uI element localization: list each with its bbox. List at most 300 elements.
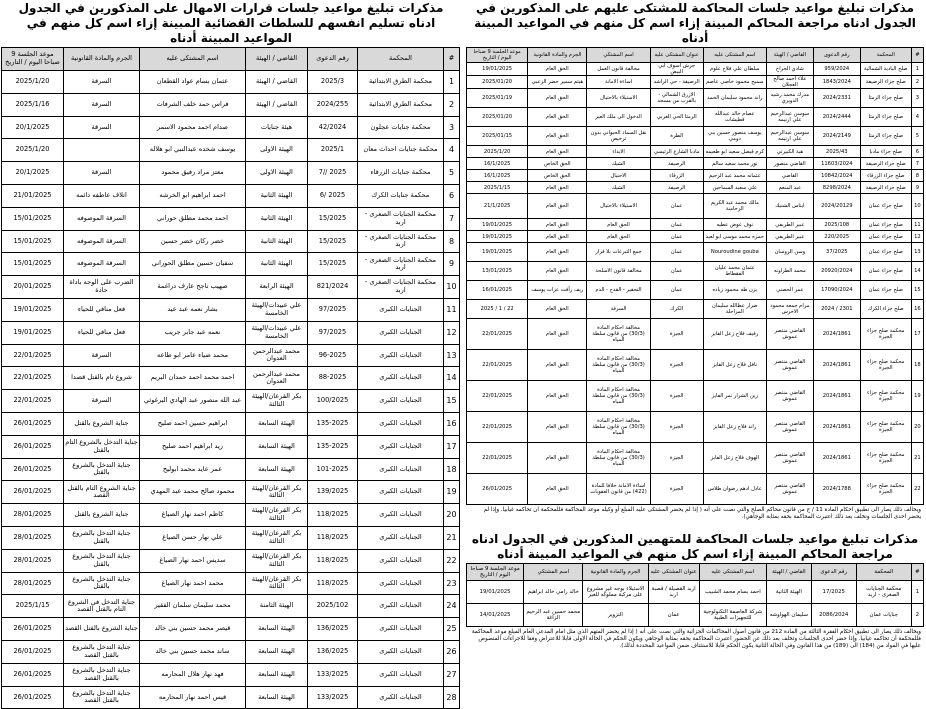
table-cell: 17/2025	[811, 581, 856, 604]
table-cell: بكر القرعان/الهيئة الثالثة	[246, 390, 308, 413]
table-row	[467, 604, 924, 627]
table-cell: 20	[911, 412, 923, 443]
table-row	[2, 458, 460, 481]
table-cell: 14	[444, 367, 460, 390]
table-cell: محكمة الطرق الابتدائية	[358, 93, 444, 116]
table-cell: السرقة	[64, 162, 140, 185]
table-cell: 26/01/2025	[2, 435, 64, 458]
table-cell: محكمة جنايات الزرقاء	[358, 162, 444, 185]
table-cell: 100/2025	[308, 390, 358, 413]
table-cell: جناية التدخل بالشروع بالقتل	[64, 549, 140, 572]
table-cell: الزرقاء	[650, 170, 703, 182]
table-cell: 2024/2331	[813, 89, 860, 108]
table-cell: الجنايات الكبرى	[358, 595, 444, 618]
table-cell: القاضي منتصر عموش	[766, 350, 813, 381]
table-cell: صلح جزاء الرصيفة	[860, 76, 911, 89]
table-cell: 2025/01/19	[467, 89, 528, 108]
table-cell: 12	[444, 321, 460, 344]
left-table-body	[2, 71, 460, 709]
table-row	[2, 663, 460, 686]
table-cell: صلح جزاء عمان	[860, 231, 911, 243]
table-cell: علي سعيد السماحين	[703, 182, 766, 194]
table-cell: الجنايات الكبرى	[358, 572, 444, 595]
table-cell: 14/01/2025	[467, 604, 524, 627]
table-cell: الجنايات الكبرى	[358, 390, 444, 413]
table-cell: 17090/2024	[813, 281, 860, 300]
table-cell: 10842/2024	[813, 170, 860, 182]
table-cell: 20920/2024	[813, 262, 860, 281]
table-row	[467, 146, 924, 158]
table-cell: الهيئة السابعة	[246, 663, 308, 686]
table-cell: 19/01/2025	[467, 231, 528, 243]
table-cell: 2	[911, 604, 923, 627]
table-row	[2, 618, 460, 641]
table-cell: 2086/2024	[811, 604, 856, 627]
table-cell	[64, 139, 140, 162]
table-cell: عثمان محمد عليان الفقطاط	[703, 262, 766, 281]
table-cell: 22	[444, 549, 460, 572]
table-cell: الجنايات الكبرى	[358, 412, 444, 435]
table-cell: 2	[444, 93, 460, 116]
table-cell: الطرة	[650, 127, 703, 146]
table-cell: 88-2025	[308, 367, 358, 390]
table-row	[2, 640, 460, 663]
table-row	[2, 526, 460, 549]
table-cell: الهوف فلاح زعل الفايز	[703, 443, 766, 474]
table-cell: مرام جمعه محمود الاخرس	[766, 300, 813, 319]
table-cell: 20/1/2025	[2, 116, 64, 139]
column-header: المحكمة	[358, 48, 444, 71]
table-cell: كرم فيصل سعيد ابو طعيمه	[703, 146, 766, 158]
table-cell: 97/2025	[308, 321, 358, 344]
table-cell: 220/2025	[813, 231, 860, 243]
table-cell: الجنايات الكبرى	[358, 435, 444, 458]
column-header: عنوان المشتكى عليه	[650, 48, 703, 63]
table-cell: صلح جزاء الرمثا	[860, 108, 911, 127]
table-cell: 22/01/2025	[467, 381, 528, 412]
table-cell: صلح جزاء عمان	[860, 194, 911, 219]
table-cell: القاضي منتصر عموش	[766, 474, 813, 505]
table-cell: السرقة	[64, 116, 140, 139]
table-cell: 10	[444, 276, 460, 299]
table-cell: 19/01/2025	[467, 581, 524, 604]
table-row	[2, 686, 460, 709]
table-cell: 8	[444, 230, 460, 253]
table-row	[467, 76, 924, 89]
table-cell: محكمة الجنايات الصغرى - اربد	[358, 230, 444, 253]
table-cell: 4	[444, 139, 460, 162]
table-cell: 2025/43	[813, 146, 860, 158]
table-cell: محمد عبدالرحمن العدوان	[246, 367, 308, 390]
column-header: الجرم والمادة القانونية	[64, 48, 140, 71]
table-cell: الحق العام	[528, 89, 587, 108]
table-cell: صدام احمد محمود الاسمر	[140, 116, 246, 139]
table-cell: الحق العام	[528, 108, 587, 127]
table-cell: القاضي	[766, 170, 813, 182]
table-cell: جناية الشروع التام بالقتل القصد	[64, 481, 140, 504]
table-cell: 19	[911, 381, 923, 412]
table-cell: يزن طه محمود زياده	[703, 281, 766, 300]
column-header: #	[911, 48, 923, 63]
table-cell: محمد سليمان سلمان الفقير	[140, 595, 246, 618]
table-row	[2, 504, 460, 527]
table-cell: 24	[444, 595, 460, 618]
table-row	[467, 219, 924, 231]
column-header: الجرم والمادة القانونية	[583, 564, 648, 581]
right2-table-header	[467, 564, 924, 581]
table-cell: صلح جزاء الرصيفة	[860, 158, 911, 170]
right-table-body	[467, 63, 924, 505]
table-cell: عبير الطريفي	[766, 219, 813, 231]
table-row	[467, 108, 924, 127]
table-cell: فهد نهار هلال المحارمه	[140, 663, 246, 686]
right-note: ويخالف ذلك يصار الى تطبيق احكام المادة 11 / ج من قانون محاكم الصلح والتي نصت على أنه ( إذا لم يحضر المشتكى عليه المبلغ أو وكيله موعد المحاكمة فللمحكمة ان تحاكمه غيابيا. وإذا لم يحضر احدى الجلسات وتخلف بعد ذلك اعتبرت المحاكمة بحقه بمثابة الوجاهي).	[483, 507, 921, 520]
table-cell: 15/01/2025	[2, 230, 64, 253]
table-cell: التزوير	[583, 604, 648, 627]
table-cell: 22 / 1 / 2025	[467, 300, 528, 319]
table-cell: 22/01/2025	[2, 367, 64, 390]
right-title: مذكرات تبليغ مواعيد جلسات المحاكمة للمشتكى عليهم على المذكورين في الجدول ادناه مراجعة المحاكم المبينة إزاء اسم كل منهم في المواعيد المبينة أدناه	[474, 1, 916, 45]
column-header: #	[444, 48, 460, 71]
table-cell: محكمة صلح جزاء الجيزة	[860, 319, 911, 350]
table-cell: 37/2025	[813, 243, 860, 262]
table-cell: 15/2025	[308, 253, 358, 276]
table-cell: جناية التدخل بالشروع بالقتل	[64, 526, 140, 549]
table-cell: 2025/1/20	[2, 139, 64, 162]
table-cell: الحق العام	[528, 194, 587, 219]
table-cell: صلح جزاء الكرك	[860, 300, 911, 319]
table-cell: 7	[911, 158, 923, 170]
table-row	[467, 381, 924, 412]
table-cell: بكر القرعان/الهيئة الثالثة	[246, 504, 308, 527]
table-cell: جناية التدخل بالشروع بالقتل القصد	[64, 640, 140, 663]
table-cell: الهيئة الثانية	[246, 184, 308, 207]
table-cell: فعل منافي للحياء	[64, 298, 140, 321]
table-row	[467, 443, 924, 474]
table-cell: 22/01/2025	[467, 443, 528, 474]
table-cell: الجنايات الكبرى	[358, 549, 444, 572]
table-cell: مخالفة احكام المادة (30/3) من قانون سلطة المياه	[587, 412, 650, 443]
table-cell: الجيزة	[650, 443, 703, 474]
table-cell: الحق العام	[528, 443, 587, 474]
table-cell: 20	[444, 504, 460, 527]
table-cell: الجنايات الكبرى	[358, 663, 444, 686]
table-cell: القاضي منصور	[766, 158, 813, 170]
table-cell: 21	[911, 443, 923, 474]
table-cell: محكمة صلح جزاء الجيزة	[860, 443, 911, 474]
table-cell: 11	[911, 219, 923, 231]
table-cell: جمع التبرعات بلا قرار	[587, 243, 650, 262]
table-cell: 22/01/2025	[467, 412, 528, 443]
table-cell: وسن الروسان	[766, 243, 813, 262]
table-cell: زين الشرار نمر الفايز	[703, 381, 766, 412]
table-cell: 19/01/2025	[467, 63, 528, 76]
table-cell: الهيئة الثانية	[246, 207, 308, 230]
table-cell: الهيئة الثامنة	[246, 595, 308, 618]
table-row	[2, 184, 460, 207]
table-cell: كاظم احمد نهار الصياغ	[140, 504, 246, 527]
table-cell: مخالفة احكام المادة (30/3) من قانون سلطة المياه	[587, 443, 650, 474]
table-cell: ايناس الشنيك	[766, 194, 813, 219]
table-cell: 2025/1	[308, 139, 358, 162]
table-cell: 101-2025	[308, 458, 358, 481]
right2-table	[466, 563, 924, 627]
table-cell: 28	[444, 686, 460, 709]
table-cell: 4	[911, 108, 923, 127]
table-cell: معتز مراد رفيق محمود	[140, 162, 246, 185]
table-cell: زيد ابراهيم احمد صليح	[140, 435, 246, 458]
table-cell: 19/01/2025	[467, 219, 528, 231]
table-cell: محمود صالح محمد عبد المهدي	[140, 481, 246, 504]
table-cell: 22	[911, 474, 923, 505]
table-cell: صلح البادية الشمالية	[860, 63, 911, 76]
table-cell: 135-2025	[308, 412, 358, 435]
table-cell: 21	[444, 526, 460, 549]
table-cell: 135-2025	[308, 435, 358, 458]
table-cell: 97/2025	[308, 298, 358, 321]
table-cell: محمد ضياء عامر ابو طاعه	[140, 344, 246, 367]
table-cell: 21/1/2025	[467, 194, 528, 219]
table-cell: جناية التدخل بالشروع بالقتل	[64, 572, 140, 595]
table-row	[467, 474, 924, 505]
table-cell: الجنايات الكبرى	[358, 618, 444, 641]
table-cell: 11603/2024	[813, 158, 860, 170]
table-cell: الايذاء	[587, 146, 650, 158]
table-cell: جناية الشروع بالقتل	[64, 412, 140, 435]
table-cell: 16/1/2025	[467, 158, 528, 170]
table-cell: الحق العام	[528, 219, 587, 231]
table-cell: الحق العام	[528, 300, 587, 319]
table-cell: 19/01/2025	[2, 298, 64, 321]
table-cell: عمان	[650, 281, 703, 300]
table-cell: رفيف فلاح زعل الفايز	[703, 319, 766, 350]
table-row	[2, 230, 460, 253]
table-row	[467, 319, 924, 350]
table-cell: حمزه محمد موسى ابو لعيد	[703, 231, 766, 243]
table-cell: الحق العام	[528, 262, 587, 281]
table-cell: 18	[444, 458, 460, 481]
table-cell: الجنايات الكبرى	[358, 298, 444, 321]
table-cell: اساءة الامانة خلافا للمادة (422) من قانون العقوبات	[587, 474, 650, 505]
table-cell: عبد المنعم	[766, 182, 813, 194]
column-header: اسم المشتكى عليه	[140, 48, 246, 71]
table-cell: السرقة الموصوفه	[64, 207, 140, 230]
table-cell: صلح جزاء عمان	[860, 262, 911, 281]
table-cell: فعل منافي للحياء	[64, 321, 140, 344]
table-cell: 22/01/2025	[2, 344, 64, 367]
column-header: موعد الجلسة 9 صباحا اليوم / التاريخ	[2, 48, 64, 71]
table-cell: الحق العام	[528, 231, 587, 243]
table-cell: فراس حمد خلف الشرفات	[140, 93, 246, 116]
table-cell: علي عبيدات/الهيئة الخامسة	[246, 298, 308, 321]
column-header: القاضي / الهيئة	[766, 564, 811, 581]
table-cell: الهيئة السابعة	[246, 618, 308, 641]
table-cell: 2024/2149	[813, 127, 860, 146]
table-cell: 959/2024	[813, 63, 860, 76]
table-cell: مخالفة احكام المادة (30/3) من قانون سلطة المياه	[587, 350, 650, 381]
table-cell: الضرب على الوجه باداة حادة	[64, 276, 140, 299]
table-row	[2, 71, 460, 94]
table-cell: 2025 //7	[308, 162, 358, 185]
table-cell: 26/01/2025	[2, 686, 64, 709]
table-row	[2, 253, 460, 276]
table-cell: القاضي منتصر عموش	[766, 443, 813, 474]
table-cell: القاضي منتصر عموش	[766, 381, 813, 412]
table-cell: راند فلاح زعل الفايز	[703, 412, 766, 443]
table-cell: 1843/2024	[813, 76, 860, 89]
table-cell: 2024/1861	[813, 412, 860, 443]
column-header: المحكمة	[856, 564, 911, 581]
column-header: اسم المشتكي	[524, 564, 583, 581]
table-cell: بكر القرعان/الهيئة الثالثة	[246, 526, 308, 549]
table-cell: صلح جزاء عمان	[860, 243, 911, 262]
table-cell: عمان	[650, 262, 703, 281]
table-row	[467, 581, 924, 604]
table-cell: 2025/3	[308, 71, 358, 94]
table-cell: 28/01/2025	[2, 572, 64, 595]
table-cell: مخالفة قانون العمل	[587, 63, 650, 76]
table-row	[2, 207, 460, 230]
table-cell: جناية الشروع بالقتل القصد	[64, 618, 140, 641]
table-cell: 8	[911, 170, 923, 182]
table-cell: قيصر محمد حسين بني خالد	[140, 618, 246, 641]
table-cell: عادل ادهم رضوان طلاس	[703, 474, 766, 505]
left-title: مذكرات تبليغ مواعيد جلسات قرارات الامهال على المذكورين في الجدول ادناه تسليم انفسهم للسلطات القضائية المبينة إزاء اسم كل منهم في المواعيد المبينة أدناه	[18, 1, 444, 45]
table-cell: الحق العام	[587, 219, 650, 231]
table-cell: 2024/1788	[813, 474, 860, 505]
table-cell: 22/01/2025	[467, 350, 528, 381]
right-table	[466, 47, 924, 505]
table-cell: الاستيلاء بوجه غير مشروع على مركبة مملوكه للغير	[583, 581, 648, 604]
table-cell: 1	[911, 63, 923, 76]
table-cell: 2025/01/15	[467, 127, 528, 146]
table-cell: 28/01/2025	[2, 526, 64, 549]
table-cell: 2025/102	[308, 595, 358, 618]
table-cell: هيئة جنايات	[246, 116, 308, 139]
table-cell: صلح جزاء الرصيفة	[860, 182, 911, 194]
table-cell: سليمان الهواوشه	[766, 604, 811, 627]
table-cell: صلح جزاء عمان	[860, 281, 911, 300]
table-cell: عمان	[650, 231, 703, 243]
table-cell: يوسف شحده عبدالنبي ابو هلاله	[140, 139, 246, 162]
right-table-header	[467, 48, 924, 63]
table-cell: 2024/1861	[813, 319, 860, 350]
table-cell: 16/1/2025	[467, 170, 528, 182]
column-header: اسم المشتكي	[587, 48, 650, 63]
table-cell: صلح جزاء الزرقاء	[860, 170, 911, 182]
table-cell: الحق العام	[528, 127, 587, 146]
table-cell: 16	[444, 412, 460, 435]
left-table	[1, 47, 460, 709]
table-row	[467, 262, 924, 281]
table-row	[467, 127, 924, 146]
table-cell: الهيئة الاولى	[246, 139, 308, 162]
table-cell: 2025/1/20	[2, 71, 64, 94]
table-cell: 10	[911, 194, 923, 219]
table-cell: عمان	[650, 219, 703, 231]
table-cell: خالد رامي خالد ابراهيم	[524, 581, 583, 604]
table-row	[467, 158, 924, 170]
table-cell: محكمة الجنايات الصغرى - اربد	[358, 276, 444, 299]
table-cell: يوسف منصور حسين بني دومي	[703, 127, 766, 146]
table-cell: 26/01/2025	[467, 474, 528, 505]
table-row	[2, 572, 460, 595]
table-cell: الشيك	[587, 158, 650, 170]
table-cell: القاضي منتصر عموش	[766, 319, 813, 350]
table-cell: هبة الكبيرتي	[766, 146, 813, 158]
table-cell: 26	[444, 640, 460, 663]
table-cell: علاء احمد صالح العجلان	[766, 76, 813, 89]
table-cell: 21/01/2025	[2, 184, 64, 207]
table-cell: الهيئة السابعة	[246, 458, 308, 481]
table-cell: 22/01/2025	[2, 390, 64, 413]
table-cell: السرقة الموصوفه	[64, 230, 140, 253]
left-column	[2, 0, 460, 709]
table-cell: ضرار عطالله سليمان المراحلة	[703, 300, 766, 319]
table-cell: الكرك	[650, 300, 703, 319]
table-cell: احمد محمد احمد حمدان البريم	[140, 367, 246, 390]
table-cell: السرقة الموصوفه	[64, 253, 140, 276]
table-cell: ابراهيم حسين احمد صليح	[140, 412, 246, 435]
table-cell: بكر القرعان/الهيئة الثالثة	[246, 549, 308, 572]
table-cell: الجنايات الكبرى	[358, 367, 444, 390]
right-column	[466, 0, 924, 652]
table-row	[2, 139, 460, 162]
table-cell: الجنايات الكبرى	[358, 458, 444, 481]
table-cell: الهيئة السابعة	[246, 412, 308, 435]
table-cell: مخالفة احكام المادة (30/3) من قانون سلطة المياه	[587, 319, 650, 350]
table-cell: 15/01/2025	[2, 253, 64, 276]
table-cell: جناية التدخل بالشروع التام بالقتل	[64, 435, 140, 458]
table-cell: نعمه عبد جابر جريب	[140, 321, 246, 344]
table-cell: الحق العام	[528, 474, 587, 505]
table-cell: الهيئة الثانية	[246, 253, 308, 276]
table-cell: 2024/1861	[813, 443, 860, 474]
table-cell: احمد ابراهيم ابو الخرشه	[140, 184, 246, 207]
table-cell: 27	[444, 663, 460, 686]
table-cell: الحق العام	[528, 350, 587, 381]
column-header: عنوان المشتكى عليه	[648, 564, 699, 581]
table-cell: 3	[444, 116, 460, 139]
table-row	[2, 344, 460, 367]
table-row	[2, 549, 460, 572]
table-row	[2, 276, 460, 299]
table-row	[2, 390, 460, 413]
table-cell: 2301 / 2024	[813, 300, 860, 319]
table-cell: الهيئة السابعة	[246, 640, 308, 663]
table-cell: 2025/1/20	[467, 146, 528, 158]
table-cell: ريف رأفت عزات يوسف	[528, 281, 587, 300]
table-cell: 2025/1/15	[2, 595, 64, 618]
table-cell: الشيك	[587, 182, 650, 194]
column-header: موعد الجلسة 9 صباحا اليوم / التاريخ	[467, 48, 528, 63]
table-cell: الرصيفة	[650, 158, 703, 170]
table-cell: نور محمد سعيد سالم	[703, 158, 766, 170]
table-cell: 8298/2024	[813, 182, 860, 194]
table-cell: 26/01/2025	[2, 618, 64, 641]
table-cell: الجنايات الكبرى	[358, 321, 444, 344]
table-cell: 25	[444, 618, 460, 641]
table-cell: 7	[444, 207, 460, 230]
table-cell: الجنايات الكبرى	[358, 344, 444, 367]
table-cell: التحقير - القدح - الذم	[587, 281, 650, 300]
table-cell: الحق العام	[528, 146, 587, 158]
table-cell: نقل السماد الحيواني بدون ترخيص	[587, 127, 650, 146]
table-cell: جنايات عمان	[856, 604, 911, 627]
table-cell: شادي الجراح	[766, 63, 813, 76]
table-cell: الجنايات الكبرى	[358, 526, 444, 549]
table-row	[2, 595, 460, 618]
